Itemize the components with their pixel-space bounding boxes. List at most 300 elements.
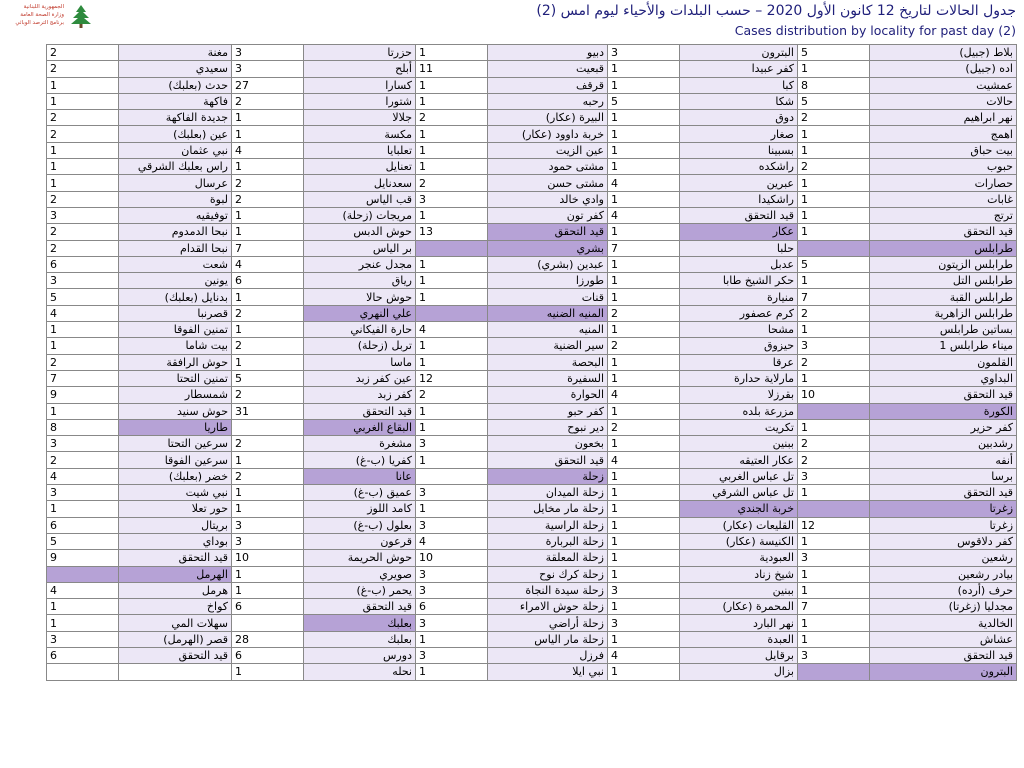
locality-name-cell: سهلات المي bbox=[119, 615, 232, 631]
case-count-cell: 1 bbox=[416, 354, 488, 370]
case-count-cell: 1 bbox=[608, 61, 680, 77]
case-count-cell: 1 bbox=[416, 631, 488, 647]
locality-name-cell: عرسال bbox=[119, 175, 232, 191]
case-count-cell: 9 bbox=[47, 550, 119, 566]
locality-name-cell: الكنيسة (عكار) bbox=[680, 533, 798, 549]
case-count-cell: 1 bbox=[608, 256, 680, 272]
locality-name-cell: كسارا bbox=[304, 77, 416, 93]
case-count-cell bbox=[416, 468, 488, 484]
locality-name-cell: بلاط (جبيل) bbox=[870, 45, 1017, 61]
case-count-cell: 1 bbox=[47, 338, 119, 354]
locality-name-cell: تمنين الفوقا bbox=[119, 322, 232, 338]
locality-name-cell: شيخ زناد bbox=[680, 566, 798, 582]
locality-name-cell: طورزا bbox=[488, 273, 608, 289]
case-count-cell: 6 bbox=[416, 599, 488, 615]
table-row bbox=[47, 207, 1017, 223]
locality-name-cell: زحلة مار الياس bbox=[488, 631, 608, 647]
case-count-cell: 4 bbox=[608, 175, 680, 191]
case-count-cell: 1 bbox=[416, 77, 488, 93]
case-count-cell: 2 bbox=[47, 191, 119, 207]
case-count-cell: 3 bbox=[47, 436, 119, 452]
case-count-cell: 1 bbox=[798, 61, 870, 77]
case-count-cell: 5 bbox=[798, 45, 870, 61]
case-count-cell: 1 bbox=[608, 517, 680, 533]
case-count-cell: 5 bbox=[798, 93, 870, 109]
case-count-cell: 1 bbox=[232, 322, 304, 338]
locality-name-cell: بعلول (ب-غ) bbox=[304, 517, 416, 533]
case-count-cell: 1 bbox=[608, 436, 680, 452]
case-count-cell: 2 bbox=[47, 224, 119, 240]
locality-name-cell: طرابلس bbox=[870, 240, 1017, 256]
case-count-cell: 1 bbox=[47, 615, 119, 631]
locality-name-cell: فاكهة bbox=[119, 93, 232, 109]
locality-name-cell: حوش الدبس bbox=[304, 224, 416, 240]
locality-name-cell: ترتج bbox=[870, 207, 1017, 223]
locality-name-cell: طرابلس الزيتون bbox=[870, 256, 1017, 272]
case-count-cell: 1 bbox=[47, 142, 119, 158]
page-title-english: Cases distribution by locality for past day (2) bbox=[734, 23, 1016, 38]
locality-name-cell: قيد التحقق bbox=[680, 207, 798, 223]
case-count-cell: 7 bbox=[608, 240, 680, 256]
locality-name-cell: قنات bbox=[488, 289, 608, 305]
locality-name-cell: ببنين bbox=[680, 582, 798, 598]
locality-name-cell: طرابلس القبة bbox=[870, 289, 1017, 305]
case-count-cell: 2 bbox=[798, 354, 870, 370]
table-row bbox=[47, 93, 1017, 109]
case-count-cell: 2 bbox=[416, 387, 488, 403]
locality-name-cell: قبعيت bbox=[488, 61, 608, 77]
case-count-cell: 1 bbox=[608, 501, 680, 517]
case-count-cell: 1 bbox=[416, 664, 488, 680]
locality-name-cell: بيادر رشعين bbox=[870, 566, 1017, 582]
locality-name-cell: حزرتا bbox=[304, 45, 416, 61]
case-count-cell: 3 bbox=[798, 550, 870, 566]
case-count-cell: 1 bbox=[47, 77, 119, 93]
locality-name-cell: اهمج bbox=[870, 126, 1017, 142]
locality-name-cell: زغرتا bbox=[870, 501, 1017, 517]
case-count-cell: 3 bbox=[798, 338, 870, 354]
locality-name-cell: زحلة سيدة النجاة bbox=[488, 582, 608, 598]
case-count-cell: 2 bbox=[232, 175, 304, 191]
locality-name-cell: توفيقيه bbox=[119, 207, 232, 223]
locality-name-cell: بريتال bbox=[119, 517, 232, 533]
locality-name-cell: مشغرة bbox=[304, 436, 416, 452]
locality-name-cell: السفيرة bbox=[488, 370, 608, 386]
case-count-cell bbox=[798, 403, 870, 419]
case-count-cell: 1 bbox=[608, 191, 680, 207]
table-row bbox=[47, 566, 1017, 582]
locality-name-cell: بشري bbox=[488, 240, 608, 256]
case-count-cell: 2 bbox=[47, 61, 119, 77]
case-count-cell: 5 bbox=[47, 289, 119, 305]
locality-name-cell: الخالدية bbox=[870, 615, 1017, 631]
locality-name-cell: قيد التحقق bbox=[304, 599, 416, 615]
case-count-cell: 2 bbox=[232, 387, 304, 403]
locality-name-cell: الحوارة bbox=[488, 387, 608, 403]
case-count-cell: 1 bbox=[232, 485, 304, 501]
locality-name-cell: كفر تون bbox=[488, 207, 608, 223]
case-count-cell: 3 bbox=[416, 485, 488, 501]
case-count-cell: 3 bbox=[416, 191, 488, 207]
locality-name-cell: زحلة الميدان bbox=[488, 485, 608, 501]
case-count-cell: 12 bbox=[798, 517, 870, 533]
locality-name-cell: سعدنايل bbox=[304, 175, 416, 191]
case-count-cell: 1 bbox=[416, 452, 488, 468]
case-count-cell: 4 bbox=[416, 533, 488, 549]
case-count-cell: 1 bbox=[416, 338, 488, 354]
locality-name-cell: المنيه bbox=[488, 322, 608, 338]
locality-name-cell: حصارات bbox=[870, 175, 1017, 191]
cases-table bbox=[46, 44, 1017, 681]
table-row bbox=[47, 485, 1017, 501]
locality-name-cell: نحله bbox=[304, 664, 416, 680]
locality-name-cell: خضر (بعلبك) bbox=[119, 468, 232, 484]
case-count-cell: 1 bbox=[608, 289, 680, 305]
locality-name-cell: بساتين طرابلس bbox=[870, 322, 1017, 338]
locality-name-cell: حبوب bbox=[870, 159, 1017, 175]
table-row bbox=[47, 305, 1017, 321]
locality-name-cell: تعلبايا bbox=[304, 142, 416, 158]
locality-name-cell: عكار bbox=[680, 224, 798, 240]
case-count-cell: 1 bbox=[47, 175, 119, 191]
locality-name-cell: بخعون bbox=[488, 436, 608, 452]
locality-name-cell: اده (جبيل) bbox=[870, 61, 1017, 77]
locality-name-cell: عرقا bbox=[680, 354, 798, 370]
locality-name-cell: عانا bbox=[304, 468, 416, 484]
case-count-cell: 1 bbox=[416, 159, 488, 175]
locality-name-cell: تربل (زحلة) bbox=[304, 338, 416, 354]
case-count-cell: 1 bbox=[232, 452, 304, 468]
locality-name-cell: شمسطار bbox=[119, 387, 232, 403]
page-title-arabic: جدول الحالات لتاريخ 12 كانون الأول 2020 – حسب البلدات والأحياء ليوم امس (2) bbox=[536, 3, 1016, 19]
locality-name-cell: قيد التحقق bbox=[304, 403, 416, 419]
locality-name-cell: نبي شيت bbox=[119, 485, 232, 501]
locality-name-cell: رياق bbox=[304, 273, 416, 289]
locality-name-cell: غابات bbox=[870, 191, 1017, 207]
case-count-cell: 1 bbox=[608, 126, 680, 142]
case-count-cell: 2 bbox=[47, 45, 119, 61]
locality-name-cell: راس بعلبك الشرقي bbox=[119, 159, 232, 175]
locality-name-cell: أبلح bbox=[304, 61, 416, 77]
table-row bbox=[47, 387, 1017, 403]
locality-name-cell: منيارة bbox=[680, 289, 798, 305]
locality-name-cell: رشعين bbox=[870, 550, 1017, 566]
locality-name-cell: مشتى حمود bbox=[488, 159, 608, 175]
case-count-cell: 1 bbox=[798, 566, 870, 582]
locality-name-cell: قيد التحقق bbox=[870, 647, 1017, 663]
locality-name-cell: قيد التحقق bbox=[488, 452, 608, 468]
case-count-cell: 6 bbox=[232, 647, 304, 663]
case-count-cell: 1 bbox=[232, 664, 304, 680]
table-row bbox=[47, 338, 1017, 354]
locality-name-cell: مارلاية حدارة bbox=[680, 370, 798, 386]
case-count-cell: 3 bbox=[47, 207, 119, 223]
case-count-cell: 3 bbox=[798, 468, 870, 484]
locality-name-cell: زغرتا bbox=[870, 517, 1017, 533]
locality-name-cell: الكورة bbox=[870, 403, 1017, 419]
case-count-cell: 2 bbox=[47, 240, 119, 256]
locality-name-cell: بر الياس bbox=[304, 240, 416, 256]
case-count-cell: 12 bbox=[416, 370, 488, 386]
locality-name-cell bbox=[119, 664, 232, 680]
case-count-cell: 6 bbox=[47, 647, 119, 663]
case-count-cell: 5 bbox=[47, 533, 119, 549]
case-count-cell: 1 bbox=[416, 126, 488, 142]
table-row bbox=[47, 452, 1017, 468]
case-count-cell: 3 bbox=[416, 517, 488, 533]
case-count-cell: 2 bbox=[798, 305, 870, 321]
table-row bbox=[47, 142, 1017, 158]
case-count-cell: 3 bbox=[232, 533, 304, 549]
case-count-cell: 1 bbox=[47, 322, 119, 338]
locality-name-cell: وادي خالد bbox=[488, 191, 608, 207]
locality-name-cell: نبي عثمان bbox=[119, 142, 232, 158]
locality-name-cell: نبحا القدام bbox=[119, 240, 232, 256]
case-count-cell: 1 bbox=[608, 273, 680, 289]
case-count-cell: 4 bbox=[47, 582, 119, 598]
locality-name-cell: البيرة (عكار) bbox=[488, 110, 608, 126]
locality-name-cell: بسبينا bbox=[680, 142, 798, 158]
table-row bbox=[47, 273, 1017, 289]
locality-name-cell: حوش سنيد bbox=[119, 403, 232, 419]
locality-name-cell: طاريا bbox=[119, 419, 232, 435]
locality-name-cell: فرزل bbox=[488, 647, 608, 663]
locality-name-cell: بعلبك bbox=[304, 615, 416, 631]
locality-name-cell: كفر دلاقوس bbox=[870, 533, 1017, 549]
case-count-cell bbox=[232, 615, 304, 631]
locality-name-cell: الهرمل bbox=[119, 566, 232, 582]
locality-name-cell: قيد التحقق bbox=[488, 224, 608, 240]
case-count-cell bbox=[798, 240, 870, 256]
case-count-cell: 1 bbox=[416, 419, 488, 435]
locality-name-cell: تل عباس الشرقي bbox=[680, 485, 798, 501]
locality-name-cell: دبيو bbox=[488, 45, 608, 61]
table-row bbox=[47, 77, 1017, 93]
case-count-cell: 1 bbox=[608, 468, 680, 484]
locality-name-cell: ببنين bbox=[680, 436, 798, 452]
case-count-cell bbox=[47, 664, 119, 680]
case-count-cell: 2 bbox=[232, 191, 304, 207]
locality-name-cell: هرمل bbox=[119, 582, 232, 598]
case-count-cell: 4 bbox=[608, 452, 680, 468]
case-count-cell bbox=[47, 566, 119, 582]
locality-name-cell: مشتى حسن bbox=[488, 175, 608, 191]
case-count-cell: 6 bbox=[232, 599, 304, 615]
table-row bbox=[47, 224, 1017, 240]
locality-name-cell: نبي ايلا bbox=[488, 664, 608, 680]
locality-name-cell: خربة الجندي bbox=[680, 501, 798, 517]
locality-name-cell: القليعات (عكار) bbox=[680, 517, 798, 533]
locality-name-cell: زحلة كرك نوح bbox=[488, 566, 608, 582]
locality-name-cell: حيزوق bbox=[680, 338, 798, 354]
locality-name-cell: حور تعلا bbox=[119, 501, 232, 517]
case-count-cell: 1 bbox=[798, 631, 870, 647]
locality-name-cell: قصرنبا bbox=[119, 305, 232, 321]
locality-name-cell: زحلة الراسية bbox=[488, 517, 608, 533]
case-count-cell: 7 bbox=[47, 370, 119, 386]
locality-name-cell: صويري bbox=[304, 566, 416, 582]
case-count-cell: 10 bbox=[798, 387, 870, 403]
locality-name-cell: حارة الفيكاني bbox=[304, 322, 416, 338]
case-count-cell: 2 bbox=[798, 436, 870, 452]
locality-name-cell: المنيه الضنيه bbox=[488, 305, 608, 321]
locality-name-cell: لبوة bbox=[119, 191, 232, 207]
case-count-cell: 5 bbox=[232, 370, 304, 386]
case-count-cell: 3 bbox=[416, 647, 488, 663]
case-count-cell: 1 bbox=[608, 354, 680, 370]
locality-name-cell: حلبا bbox=[680, 240, 798, 256]
case-count-cell: 1 bbox=[798, 615, 870, 631]
locality-name-cell: نهر البارد bbox=[680, 615, 798, 631]
table-row bbox=[47, 501, 1017, 517]
locality-name-cell: قرقف bbox=[488, 77, 608, 93]
case-count-cell: 2 bbox=[608, 338, 680, 354]
locality-name-cell: زحلة أراضي bbox=[488, 615, 608, 631]
locality-name-cell: يونين bbox=[119, 273, 232, 289]
table-body bbox=[47, 45, 1017, 681]
case-count-cell: 3 bbox=[608, 45, 680, 61]
locality-name-cell: حوش حالا bbox=[304, 289, 416, 305]
locality-name-cell: سعيدي bbox=[119, 61, 232, 77]
locality-name-cell: شتورا bbox=[304, 93, 416, 109]
table-row bbox=[47, 191, 1017, 207]
case-count-cell: 1 bbox=[608, 110, 680, 126]
locality-name-cell: راشكده bbox=[680, 159, 798, 175]
case-count-cell: 1 bbox=[416, 403, 488, 419]
case-count-cell: 3 bbox=[608, 615, 680, 631]
table-row bbox=[47, 126, 1017, 142]
case-count-cell: 1 bbox=[608, 550, 680, 566]
table-row bbox=[47, 599, 1017, 615]
case-count-cell: 2 bbox=[232, 436, 304, 452]
locality-name-cell: عمشيت bbox=[870, 77, 1017, 93]
locality-name-cell: زحلة حوش الامراء bbox=[488, 599, 608, 615]
table-row bbox=[47, 550, 1017, 566]
case-count-cell: 2 bbox=[798, 159, 870, 175]
case-count-cell: 1 bbox=[416, 289, 488, 305]
locality-name-cell: يحمر (ب-غ) bbox=[304, 582, 416, 598]
locality-name-cell: سرعين الفوقا bbox=[119, 452, 232, 468]
locality-name-cell: عين الزيت bbox=[488, 142, 608, 158]
case-count-cell: 3 bbox=[416, 566, 488, 582]
locality-name-cell: زحلة bbox=[488, 468, 608, 484]
case-count-cell: 4 bbox=[608, 387, 680, 403]
locality-name-cell: طرابلس الزاهرية bbox=[870, 305, 1017, 321]
locality-name-cell: بقرزلا bbox=[680, 387, 798, 403]
case-count-cell: 1 bbox=[608, 631, 680, 647]
case-count-cell: 7 bbox=[798, 599, 870, 615]
locality-name-cell: القلمون bbox=[870, 354, 1017, 370]
locality-name-cell: قرعون bbox=[304, 533, 416, 549]
table-row bbox=[47, 468, 1017, 484]
locality-name-cell: رحبه bbox=[488, 93, 608, 109]
case-count-cell: 1 bbox=[798, 322, 870, 338]
case-count-cell: 1 bbox=[608, 533, 680, 549]
locality-name-cell: قيد التحقق bbox=[119, 647, 232, 663]
locality-name-cell: برسا bbox=[870, 468, 1017, 484]
locality-name-cell: علي النهري bbox=[304, 305, 416, 321]
case-count-cell bbox=[798, 501, 870, 517]
locality-name-cell: برقايل bbox=[680, 647, 798, 663]
case-count-cell: 9 bbox=[47, 387, 119, 403]
case-count-cell: 2 bbox=[47, 126, 119, 142]
case-count-cell: 1 bbox=[608, 664, 680, 680]
locality-name-cell: سرعين التحتا bbox=[119, 436, 232, 452]
locality-name-cell: حرف (أرده) bbox=[870, 582, 1017, 598]
table-row bbox=[47, 289, 1017, 305]
case-count-cell bbox=[416, 305, 488, 321]
case-count-cell: 1 bbox=[608, 77, 680, 93]
locality-name-cell: رشدبين bbox=[870, 436, 1017, 452]
case-count-cell: 2 bbox=[798, 110, 870, 126]
locality-name-cell: عين كفر زبد bbox=[304, 370, 416, 386]
case-count-cell: 1 bbox=[798, 273, 870, 289]
case-count-cell: 1 bbox=[232, 224, 304, 240]
case-count-cell: 2 bbox=[416, 175, 488, 191]
locality-name-cell: البقاع الغربي bbox=[304, 419, 416, 435]
case-count-cell: 3 bbox=[47, 631, 119, 647]
locality-name-cell: زحلة البربارة bbox=[488, 533, 608, 549]
locality-name-cell: بوداي bbox=[119, 533, 232, 549]
case-count-cell: 2 bbox=[798, 452, 870, 468]
case-count-cell: 1 bbox=[608, 403, 680, 419]
case-count-cell: 2 bbox=[47, 110, 119, 126]
table-row bbox=[47, 175, 1017, 191]
case-count-cell: 31 bbox=[232, 403, 304, 419]
case-count-cell: 3 bbox=[232, 61, 304, 77]
locality-name-cell: عدبل bbox=[680, 256, 798, 272]
locality-name-cell: قيد التحقق bbox=[870, 387, 1017, 403]
logo-line-1: الجمهورية اللبنانية bbox=[23, 4, 64, 10]
case-count-cell: 1 bbox=[232, 289, 304, 305]
case-count-cell: 4 bbox=[232, 142, 304, 158]
table-row bbox=[47, 370, 1017, 386]
table-row bbox=[47, 419, 1017, 435]
locality-name-cell: كفر حبو bbox=[488, 403, 608, 419]
case-count-cell: 3 bbox=[798, 647, 870, 663]
locality-name-cell: كامد اللوز bbox=[304, 501, 416, 517]
case-count-cell: 5 bbox=[608, 93, 680, 109]
case-count-cell: 2 bbox=[232, 305, 304, 321]
locality-name-cell: بدنايل (بعلبك) bbox=[119, 289, 232, 305]
locality-name-cell: قيد التحقق bbox=[870, 485, 1017, 501]
locality-name-cell: قب الياس bbox=[304, 191, 416, 207]
locality-name-cell: عشاش bbox=[870, 631, 1017, 647]
case-count-cell: 27 bbox=[232, 77, 304, 93]
case-count-cell: 1 bbox=[47, 93, 119, 109]
cedar-icon bbox=[68, 3, 94, 29]
table-row bbox=[47, 110, 1017, 126]
locality-name-cell: تكريت bbox=[680, 419, 798, 435]
case-count-cell: 1 bbox=[608, 485, 680, 501]
case-count-cell: 1 bbox=[232, 354, 304, 370]
case-count-cell: 1 bbox=[232, 126, 304, 142]
case-count-cell bbox=[232, 419, 304, 435]
case-count-cell: 3 bbox=[232, 517, 304, 533]
locality-name-cell: قيد التحقق bbox=[870, 224, 1017, 240]
case-count-cell: 2 bbox=[232, 338, 304, 354]
case-count-cell: 1 bbox=[798, 224, 870, 240]
case-count-cell: 1 bbox=[608, 566, 680, 582]
case-count-cell: 2 bbox=[608, 305, 680, 321]
case-count-cell: 3 bbox=[47, 273, 119, 289]
locality-name-cell: حدث (بعلبك) bbox=[119, 77, 232, 93]
locality-name-cell: شعت bbox=[119, 256, 232, 272]
locality-name-cell: مزرعة بلده bbox=[680, 403, 798, 419]
locality-name-cell: كبا bbox=[680, 77, 798, 93]
table-row bbox=[47, 615, 1017, 631]
case-count-cell: 1 bbox=[416, 256, 488, 272]
